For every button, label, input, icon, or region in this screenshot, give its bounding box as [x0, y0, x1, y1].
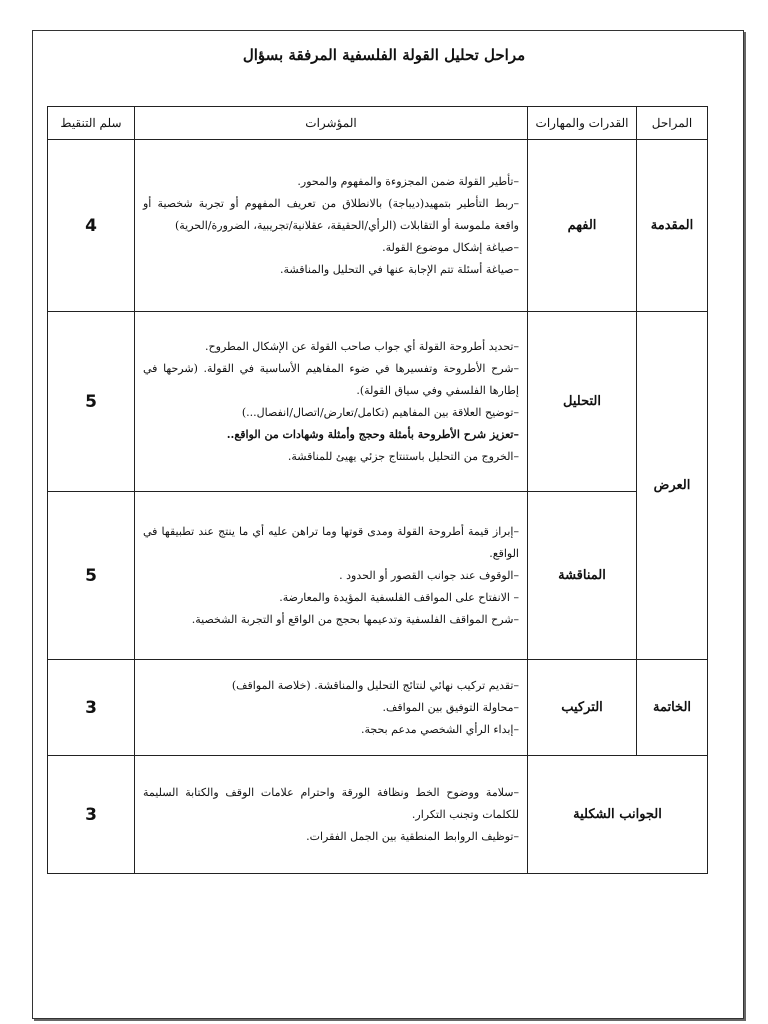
- header-score: سلم التنقيط: [48, 107, 135, 140]
- indicator-line: –شرح الأطروحة وتفسيرها في ضوء المفاهيم الأساسية في القولة. (شرحها في إطارها الفلسفي وفي سياق القولة).: [143, 361, 519, 397]
- table-row-discussion: [48, 492, 708, 660]
- table-row-intro: [48, 140, 708, 312]
- indicator-line: –شرح المواقف الفلسفية وتدعيمها بحجج من الواقع أو التجربة الشخصية.: [191, 612, 519, 626]
- indicator-line: –الخروج من التحليل باستنتاج جزئي يهيئ للمناقشة.: [287, 449, 519, 463]
- table-row-conclusion: [48, 660, 708, 756]
- indicator-line: –تقديم تركيب نهائي لنتائج التحليل والمناقشة. (خلاصة المواقف): [231, 678, 519, 692]
- stage-cell: الخاتمة: [637, 660, 708, 756]
- page-title: مراحل تحليل القولة الفلسفية المرفقة بسؤال: [242, 46, 526, 64]
- indicator-line: –تحديد أطروحة القولة أي جواب صاحب القولة عن الإشكال المطروح.: [205, 339, 519, 353]
- score-cell: 5: [48, 492, 135, 660]
- indicator-line: –ربط التأطير بتمهيد(ديباجة) بالانطلاق من تعريف المفهوم أو تجربة شخصية أو واقعة ملموسة أو التقابلات (الرأي/الحقيقة، عقلانية/تجريبية، الضرورة/الحرية): [143, 196, 519, 232]
- indicator-line: –تأطير القولة ضمن المجزوءة والمفهوم والمحور.: [297, 174, 519, 188]
- score-cell: 3: [48, 660, 135, 756]
- skill-cell: التحليل: [528, 312, 637, 492]
- indicator-line: –تعزيز شرح الأطروحة بأمثلة وحجج وأمثلة وشهادات من الواقع..: [226, 427, 519, 441]
- indicator-line: –صياغة أسئلة تتم الإجابة عنها في التحليل والمناقشة.: [280, 262, 519, 276]
- score-cell: 4: [48, 140, 135, 312]
- indicator-line: –صياغة إشكال موضوع القولة.: [382, 240, 519, 254]
- indicator-line: –توظيف الروابط المنطقية بين الجمل الفقرات.: [306, 829, 519, 843]
- stage-cell: الجوانب الشكلية: [528, 756, 708, 874]
- indicator-line: – الانفتاح على المواقف الفلسفية المؤيدة والمعارضة.: [279, 590, 519, 604]
- indicators-cell: [135, 140, 528, 312]
- indicator-line: –محاولة التوفيق بين المواقف.: [382, 700, 519, 714]
- table-row-analysis: [48, 312, 708, 492]
- indicator-line: –إبراز قيمة أطروحة القولة ومدى قوتها وما تراهن عليه أي ما ينتج عند تطبيقها في الواقع.: [143, 524, 519, 560]
- grading-table: [47, 106, 708, 874]
- skill-cell: الفهم: [528, 140, 637, 312]
- indicator-line: –توضيح العلاقة بين المفاهيم (تكامل/تعارض/اتصال/انفصال...): [241, 405, 519, 419]
- indicators-cell: [135, 660, 528, 756]
- header-skills: القدرات والمهارات: [528, 107, 637, 140]
- score-cell: 3: [48, 756, 135, 874]
- stage-cell: العرض: [637, 312, 708, 660]
- table-row-form: [48, 756, 708, 874]
- indicator-line: –إبداء الرأي الشخصي مدعم بحجة.: [361, 722, 519, 736]
- indicators-cell: [135, 312, 528, 492]
- indicators-cell: [135, 756, 528, 874]
- header-stages: المراحل: [637, 107, 708, 140]
- header-indicators: المؤشرات: [135, 107, 528, 140]
- stage-cell: المقدمة: [637, 140, 708, 312]
- score-cell: 5: [48, 312, 135, 492]
- indicators-cell: [135, 492, 528, 660]
- skill-cell: التركيب: [528, 660, 637, 756]
- indicator-line: –الوقوف عند جوانب القصور أو الحدود .: [339, 568, 519, 582]
- skill-cell: المناقشة: [528, 492, 637, 660]
- indicator-line: –سلامة ووضوح الخط ونظافة الورقة واحترام علامات الوقف والكتابة السليمة للكلمات وتجنب التكرار.: [143, 785, 519, 821]
- header-row: [48, 107, 708, 140]
